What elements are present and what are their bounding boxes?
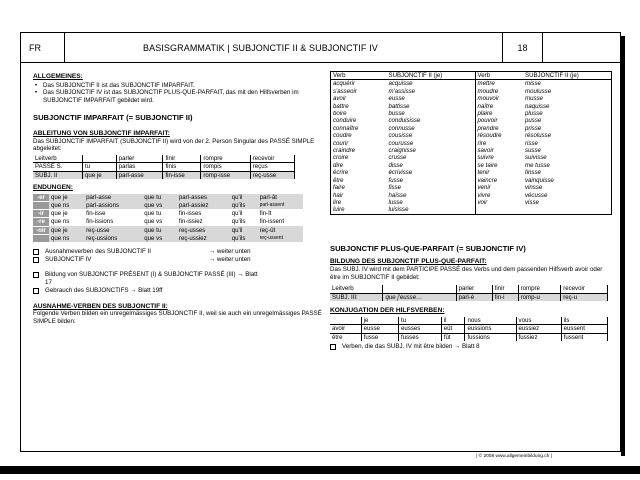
table-header: rompre [518,285,561,293]
copyright-footer: | © 2008 www.allgemeinbildung.ch | [476,454,552,459]
table-cell: fussent [561,333,607,341]
allgemeines-title: ALLGEMEINES: [33,73,83,80]
table-header [383,285,456,293]
table-cell: savoir [477,147,494,155]
table-cell: finis [163,163,201,172]
table-cell: que tu [142,226,177,235]
table-cell: mouvoir [477,95,500,103]
table-cell: conduisisse [387,117,476,124]
table-cell: qu'il [230,226,258,235]
ending-label-spacer [33,235,49,243]
table-header: Leitverb [330,285,383,293]
table-cell: résoudre [477,132,502,140]
table-cell: que je [49,194,84,202]
table-cell: haïsse [387,192,476,199]
table-row [331,80,612,88]
table-cell: busse [387,110,476,117]
table-row [331,199,612,206]
worksheet-page [20,32,621,452]
table-cell: parl-assions [84,202,142,210]
table-cell: reç-ussiez [177,235,230,243]
table-row [331,192,612,199]
table-row [331,154,612,161]
table-row [33,202,303,210]
table-cell: eût [441,325,465,334]
table-row [331,206,612,214]
page-header [21,33,620,63]
table-cell: parl-asses [177,194,230,202]
ending-label: -ir [33,209,49,218]
table-cell: visse [525,198,539,206]
table-header: recevoir [250,155,294,163]
table-cell: me tusse [525,161,550,169]
table-row [330,333,608,341]
table-cell: mettre [477,80,495,88]
table-cell: écrire [333,169,349,177]
table-header: rompre [201,155,250,163]
table-cell: que tu [142,209,177,218]
notes-block [33,248,323,295]
table-row [33,235,303,243]
language-label: FR [21,33,65,62]
table-cell: s'asseoir [333,87,357,95]
table-cell: SUBJ. III: [330,293,383,301]
table-cell: avoir [330,325,361,334]
table-header: vous [516,317,561,325]
pqp-table [330,285,608,301]
endungen-title: ENDUNGEN: [33,184,73,192]
table-cell: fin-i [492,293,518,301]
table-cell: fin-issent [258,218,303,227]
ableitung-text: Das SUBJONCTIF IMPARFAIT (SUBJONCTIF II) wird von der 2. Person Singular des PASSÉ SIMPLE abgeleitet: [33,137,315,153]
table-cell: conduire [333,117,357,125]
table-row [330,293,608,301]
table-cell: que vs [142,202,177,210]
table-row [330,285,608,293]
table-header: SUBJONCTIF II (je) [523,72,612,80]
table-cell: connusse [387,125,476,132]
table-cell: écrivisse [387,169,476,176]
table-cell [475,206,523,214]
note-box-icon [33,257,39,263]
table-cell: venir [477,184,491,192]
table-cell: eussions [465,325,516,334]
table-header: parler [456,285,492,293]
note-box-icon [33,272,39,278]
table-cell: tinsse [525,169,541,177]
table-cell: parl-asse [84,194,142,202]
table-cell: romp-u [518,293,561,301]
table-cell: que vs [142,235,177,243]
table-row [331,72,612,80]
table-cell: parlas [116,163,163,172]
table-row [331,88,612,95]
table-cell: craindre [333,147,356,155]
table-cell: tu [83,163,117,172]
ausnahme-title: AUSNAHME-VERBEN DES SUBJONCTIF II: [33,302,168,310]
note-item [33,271,323,286]
page-shadow [621,36,625,456]
table-cell: fin-issions [84,218,142,227]
ausnahme-verbs-table [330,71,612,215]
table-cell: que je [49,209,84,218]
table-row [33,226,303,235]
table-cell: que ns [49,235,84,243]
left-column [33,73,323,326]
table-cell: résolusse [525,132,552,140]
table-row [331,162,612,169]
table-cell: vainquisse [525,176,554,184]
table-cell: fusses [399,333,442,341]
table-cell: vaincre [477,176,498,184]
ending-label: -re [33,218,49,227]
table-cell: reç-ussent [258,235,303,243]
note-ref: → weiter unten [209,256,251,264]
note-text: Bildung von SUBJONCTIF PRÉSENT (I) & SUBJONCTIF PASSÉ (III) → Blatt 17 [45,271,258,286]
ausnahme-text: Folgende Verben bilden ein unregelmässiges SUBJONCTIF II, weil sie auch ein unregelmässiges PASSÉ SIMPLE bilden: [33,310,322,325]
table-cell: que tu [142,194,177,202]
table-cell [523,206,612,214]
table-header: recevoir [561,285,608,293]
table-cell: reç-ussions [84,235,142,243]
table-row [331,169,612,176]
table-cell: courusse [387,140,476,147]
table-cell: qu'ils [230,202,258,210]
table-cell: SUBJ. II [33,171,83,179]
table-row [33,163,295,172]
table-header: Verb [475,72,523,80]
table-cell: suivisse [525,154,547,162]
table-row [331,147,612,154]
table-cell: être [333,176,344,184]
table-row [331,117,612,124]
table-cell: prendre [477,124,499,132]
table-cell: que je [83,171,117,179]
table-row [331,177,612,184]
table-cell: reç-ût [258,226,303,235]
table-header: parler [116,155,163,163]
table-cell: que ns [49,218,84,227]
note-item [330,343,612,351]
ending-label: -er [33,194,49,202]
table-cell: vinsse [525,184,543,192]
table-cell: fin-isse [163,171,201,179]
table-cell: craignisse [387,147,476,154]
table-cell: pusse [525,117,542,125]
allgemeines-list [33,82,323,105]
table-cell: parl-assiez [177,202,230,210]
table-cell: fin-issiez [177,218,230,227]
table-cell: qu'ils [230,235,258,243]
table-cell: fin-ît [258,209,303,218]
table-cell: battre [333,102,349,110]
table-cell: naquisse [525,102,550,110]
table-cell: eussent [561,325,607,334]
table-cell: susse [525,147,541,155]
table-cell: eusse [387,95,476,102]
table-cell: fusse [361,333,398,341]
table-cell: connaître [333,124,359,132]
note-box-icon [33,249,39,255]
table-cell: m'assisse [387,88,476,95]
table-cell: avoir [333,95,347,103]
note-box-icon [33,288,39,294]
table-cell: parl-é [456,293,492,301]
table-header: tu [399,317,442,325]
table-row [331,140,612,147]
note-ref: → weiter unten [209,247,251,255]
table-header: je [361,317,398,325]
table-cell: faire [333,184,345,192]
table-cell: prisse [525,124,542,132]
table-cell: crusse [387,154,476,161]
table-cell: eussiez [516,325,561,334]
table-cell: courir [333,139,349,147]
ableitung-title: ABLEITUNG VON SUBJONCTIF IMPARFAIT: [33,129,170,137]
ableitung-table [33,155,295,180]
table-cell: fût [441,333,465,341]
table-cell: acquérir [333,80,356,88]
table-cell: fin-isse [84,209,142,218]
imparfait-title: SUBJONCTIF IMPARFAIT (= SUBJONCTIF II) [33,113,193,123]
table-cell: parl-ât [258,194,303,202]
page-title: BASISGRAMMATIK | SUBJONCTIF II & SUBJONCTIF IV [65,33,503,62]
table-cell: que ns [49,202,84,210]
table-row [331,95,612,102]
table-cell: plusse [525,110,543,118]
table-header: SUBJONCTIF II (je) [387,72,476,80]
table-cell: luisisse [387,206,476,214]
table-cell: être [330,333,361,341]
table-row [331,132,612,139]
page-number: 18 [503,33,543,62]
bottom-bar [0,466,640,474]
table-cell: reç-usse [250,171,294,179]
table-cell: se taire [477,161,498,169]
table-header: nous [465,317,516,325]
table-row [33,209,303,218]
table-cell: reç-usse [84,226,142,235]
note-item [33,287,323,295]
hilfsverben-table [330,317,608,342]
note-text: SUBJONCTIF IV [45,256,92,264]
table-cell: PASSÉ S. [33,163,83,172]
pqp-title: SUBJONCTIF PLUS-QUE-PARFAIT (= SUBJONCTIF IV) [330,243,526,253]
table-cell: vivre [477,191,491,199]
table-cell: coudre [333,132,352,140]
table-cell: que vs [142,218,177,227]
table-row [330,317,608,325]
table-cell: disse [387,162,476,169]
table-header: finir [163,155,201,163]
table-cell: vécusse [525,191,548,199]
table-header [330,317,361,325]
table-cell: voir [477,198,488,206]
table-cell: naître [477,102,494,110]
table-cell: lusse [387,199,476,206]
table-cell: plaire [477,110,493,118]
ending-label: -oir [33,226,49,235]
table-cell: croire [333,154,349,162]
list-item: • Das SUBJONCTIF IV ist das SUBJONCTIF PLUS-QUE-PARFAIT, das mit den Hilfsverben im SUBJONCTIF IMPARFAIT gebildet wird. [33,89,323,104]
right-column [330,71,612,352]
note-item [33,256,323,264]
table-cell: hair [333,191,344,199]
table-row [33,155,295,163]
note-box-icon [330,344,336,350]
pqp-subtitle: BILDUNG DES SUBJONCTIF PLUS-QUE-PARFAIT: [330,258,487,266]
note-text: Gebrauch des SUBJONCTIFS → Blatt 19ff [45,287,163,295]
table-cell: luire [333,206,345,214]
table-cell: parl-assent [258,202,303,210]
table-header: Verb [331,72,387,80]
table-header: finir [492,285,518,293]
table-cell: parl-asse [116,171,163,179]
table-cell: reç-usses [177,226,230,235]
table-row [33,171,295,179]
table-row [331,184,612,191]
table-row [331,110,612,117]
table-cell: lire [333,198,342,206]
table-cell: que j'eusse… [383,293,456,301]
table-cell: rire [477,139,487,147]
table-cell: misse [525,80,541,88]
table-cell: qu'il [230,194,258,202]
table-cell: musse [525,95,543,103]
table-row [331,103,612,110]
table-cell: reç-u [561,293,608,301]
note-text: Verben, die das SUBJ. IV mit être bilden → Blatt 8 [342,343,480,351]
table-row [331,125,612,132]
table-cell: fisse [387,184,476,191]
table-cell: cousisse [387,132,476,139]
table-cell: fussiez [516,333,561,341]
table-cell: suivre [477,154,494,162]
table-header: ils [561,317,607,325]
table-cell: fussions [465,333,516,341]
table-row [33,218,303,227]
note-item [33,248,323,256]
konjugation-title: KONJUGATION DER HILFSVERBEN: [330,307,445,315]
note-text: Ausnahmeverben des SUBJONCTIF II [45,247,151,255]
table-cell: eusse [361,325,398,334]
table-header [83,155,117,163]
endungen-table [33,194,303,243]
table-cell: qu'il [230,209,258,218]
table-header: Leitverb [33,155,83,163]
table-cell: dire [333,161,344,169]
table-cell: qu'ils [230,218,258,227]
table-cell: risse [525,139,538,147]
table-row [33,194,303,202]
table-cell: rompis [201,163,250,172]
list-item: • Das SUBJONCTIF II ist das SUBJONCTIF IMPARFAIT. [33,82,323,90]
table-cell: eusses [399,325,442,334]
table-cell: fin-isses [177,209,230,218]
table-cell: romp-isse [201,171,250,179]
table-row [330,325,608,334]
table-header: il [441,317,465,325]
table-cell: moudre [477,87,499,95]
pqp-text: Das SUBJ. IV wird mit dem PARTICIPE PASSÉ des Verbs und dem passenden Hilfsverb avoir oder être im SUBJONCTIF II gebildet: [330,265,603,281]
table-cell: acquisse [387,80,476,88]
table-cell: que je [49,226,84,235]
table-cell: tenir [477,169,490,177]
table-cell: boire [333,110,347,118]
table-cell: fusse [387,177,476,184]
ending-label-spacer [33,202,49,210]
table-cell: moulusse [525,87,552,95]
table-cell: battisse [387,103,476,110]
table-cell: reçus [250,163,294,172]
table-cell: pouvoir [477,117,498,125]
